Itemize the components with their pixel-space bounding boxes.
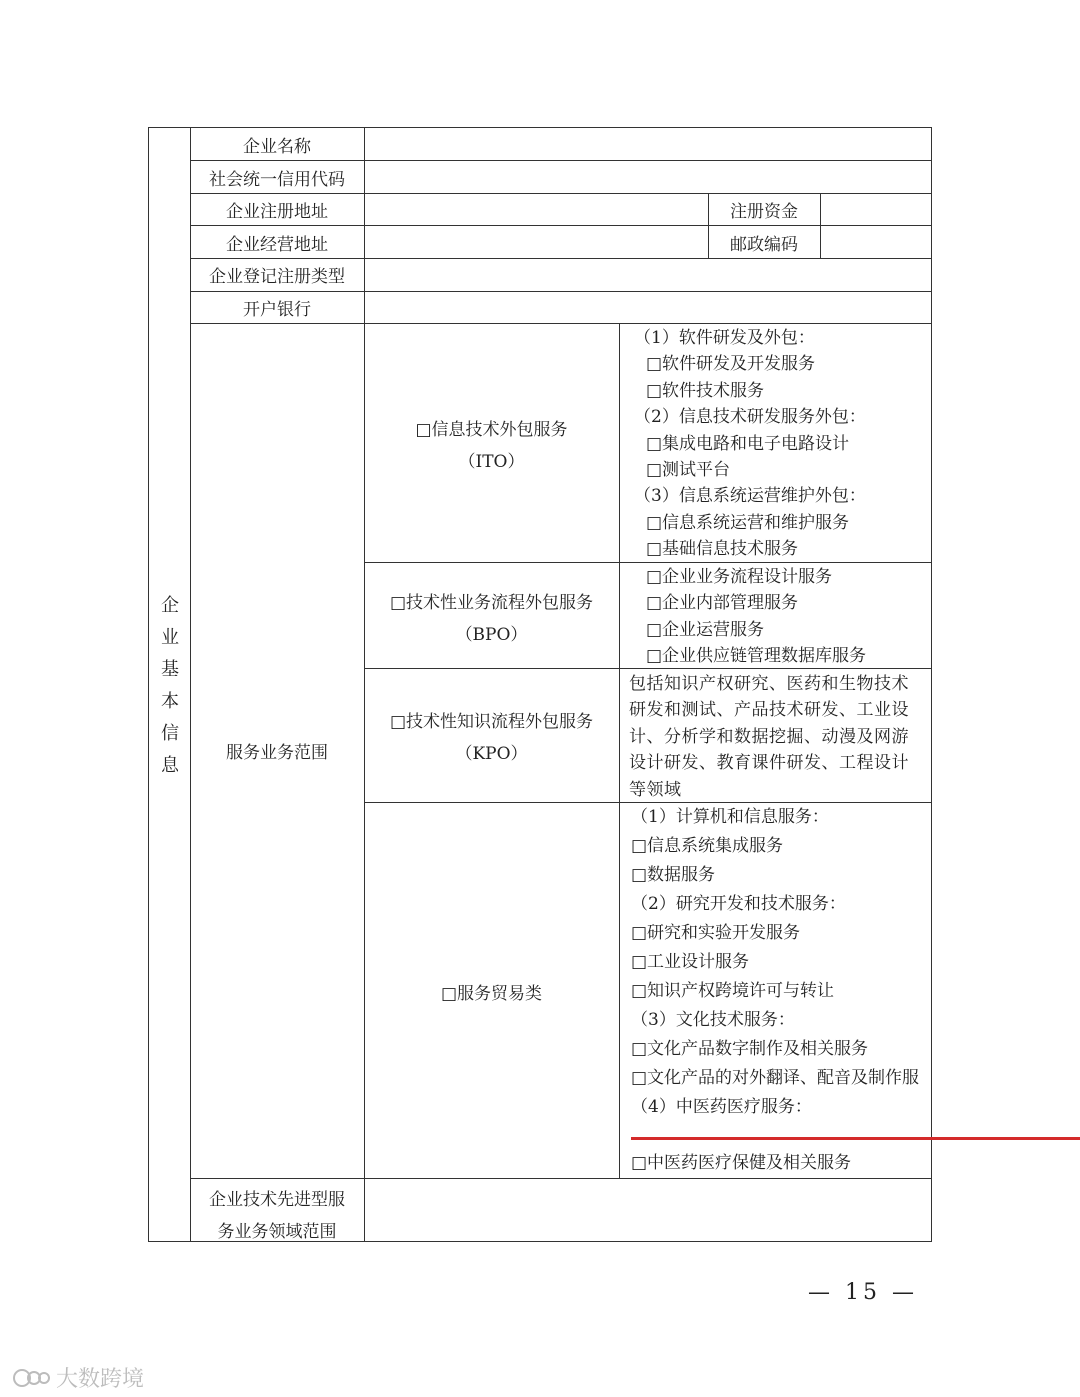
label-reg-type: 企业登记注册类型 [209, 267, 345, 287]
page-number: — 15 — [808, 1280, 918, 1305]
bpo-item[interactable]: □企业供应链管理数据库服务 [646, 646, 867, 667]
trade-item[interactable]: □数据服务 [631, 865, 716, 885]
section-label [150, 590, 190, 782]
category-kpo-name: □技术性知识流程外包服务 [389, 712, 594, 732]
trade-item[interactable]: □知识产权跨境许可与转让 [631, 981, 835, 1001]
kpo-line: 计、分析学和数据挖掘、动漫及网游 [629, 726, 909, 747]
kpo-line: 等领域 [629, 779, 682, 800]
section-label-char: 信 [161, 723, 179, 744]
label-service-scope: 服务业务范围 [226, 743, 328, 763]
watermark-logo-icon [12, 1367, 52, 1389]
label-credit-code: 社会统一信用代码 [209, 170, 345, 190]
ito-items [634, 325, 866, 563]
bpo-item[interactable]: □企业业务流程设计服务 [646, 567, 833, 587]
ito-item[interactable]: □集成电路和电子电路设计 [646, 433, 850, 454]
category-ito[interactable] [364, 414, 619, 478]
category-kpo-abbr: （KPO） [455, 744, 528, 764]
category-bpo-name: □技术性业务流程外包服务 [389, 593, 594, 613]
trade-item[interactable]: □文化产品数字制作及相关服务 [631, 1039, 869, 1059]
ito-item[interactable]: □测试平台 [646, 459, 731, 480]
kpo-line: 设计研发、教育课件研发、工程设计 [629, 753, 909, 774]
category-ito-abbr: （ITO） [458, 452, 525, 472]
ito-item[interactable]: □信息系统运营和维护服务 [646, 512, 850, 533]
trade-item[interactable]: □文化产品的对外翻译、配音及制作服 [631, 1068, 920, 1088]
ito-item: （1）软件研发及外包： [634, 328, 815, 348]
section-label-char: 业 [161, 627, 179, 648]
kpo-description [629, 671, 925, 803]
ito-item[interactable]: □基础信息技术服务 [646, 539, 799, 560]
label-advanced-line1: 企业技术先进型服 [209, 1190, 345, 1210]
watermark [12, 1362, 144, 1393]
category-trade[interactable] [364, 978, 619, 1010]
category-ito-name: □信息技术外包服务 [415, 420, 568, 440]
trade-item: （4）中医药医疗服务： [631, 1097, 812, 1117]
trade-last-item[interactable]: □中医药医疗保健及相关服务 [631, 1153, 852, 1173]
label-biz-address: 企业经营地址 [226, 235, 328, 255]
ito-item[interactable]: □软件技术服务 [646, 380, 765, 401]
trade-item[interactable]: □工业设计服务 [631, 952, 750, 972]
section-label-char: 本 [161, 691, 179, 712]
category-bpo[interactable] [364, 587, 619, 651]
category-trade-name: □服务贸易类 [440, 984, 543, 1004]
watermark-text: 大数跨境 [56, 1367, 145, 1392]
trade-item: （2）研究开发和技术服务： [631, 894, 846, 914]
red-underline [631, 1137, 1080, 1140]
label-bank: 开户银行 [243, 300, 311, 320]
ito-item[interactable]: □软件研发及开发服务 [646, 354, 816, 375]
ito-item: （3）信息系统运营维护外包： [634, 486, 866, 507]
category-kpo[interactable] [364, 706, 619, 770]
category-bpo-abbr: （BPO） [455, 625, 528, 645]
bpo-items [646, 564, 866, 670]
kpo-line: 包括知识产权研究、医药和生物技术 [629, 674, 909, 694]
label-reg-address: 企业注册地址 [226, 202, 328, 222]
input-advanced[interactable] [365, 1179, 931, 1241]
kpo-line: 研发和测试、产品技术研发、工业设 [629, 700, 909, 721]
ito-item: （2）信息技术研发服务外包： [634, 407, 866, 428]
trade-item: （3）文化技术服务： [631, 1010, 795, 1030]
trade-item: （1）计算机和信息服务： [631, 807, 829, 827]
trade-items [631, 803, 930, 1122]
section-label-char: 息 [161, 755, 179, 776]
label-reg-capital: 注册资金 [730, 202, 798, 222]
label-postal-code: 邮政编码 [730, 235, 798, 255]
bpo-item[interactable]: □企业运营服务 [646, 619, 765, 640]
trade-item[interactable]: □信息系统集成服务 [631, 836, 784, 856]
bpo-item[interactable]: □企业内部管理服务 [646, 593, 799, 614]
trade-item[interactable]: □研究和实验开发服务 [631, 923, 801, 943]
label-company-name: 企业名称 [243, 137, 311, 157]
section-label-char: 基 [161, 659, 179, 680]
input-company-name[interactable] [364, 160, 931, 193]
label-advanced-line2: 务业务领域范围 [217, 1222, 337, 1242]
label-advanced [190, 1184, 364, 1248]
section-label-char: 企 [161, 595, 179, 616]
